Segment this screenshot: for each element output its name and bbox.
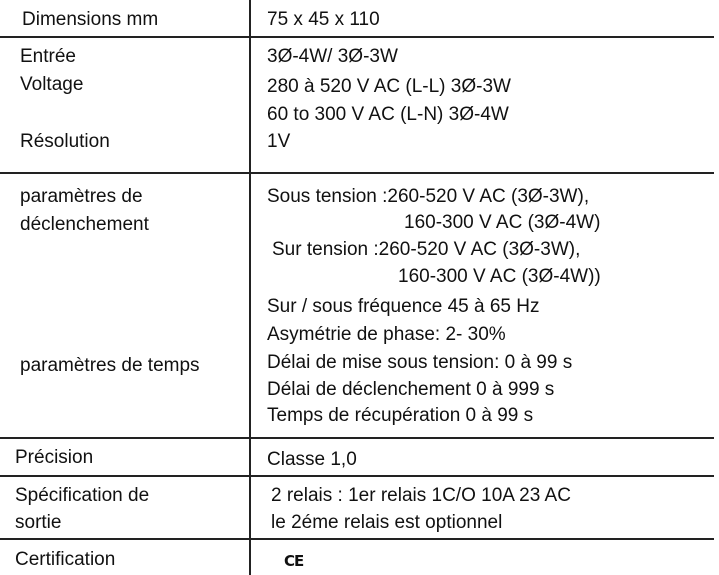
frequency-value: Sur / sous fréquence 45 à 65 Hz: [267, 296, 540, 317]
overvoltage-value: Sur tension :260-520 V AC (3Ø-3W),: [272, 239, 581, 260]
relay-value: 2 relais : 1er relais 1C/O 10A 23 AC: [271, 485, 571, 506]
voltage-ln-value: 60 to 300 V AC (L-N) 3Ø-4W: [267, 104, 509, 125]
dimensions-label: Dimensions mm: [22, 9, 159, 30]
ce-mark-icon: CE: [284, 552, 304, 570]
dimensions-value: 75 x 45 x 110: [267, 9, 380, 30]
row-divider: [0, 172, 714, 174]
undervoltage-value-4w: 160-300 V AC (3Ø-4W): [404, 212, 601, 233]
relay-option-value: le 2éme relais est optionnel: [271, 512, 503, 533]
resolution-value: 1V: [267, 131, 291, 152]
voltage-ll-value: 280 à 520 V AC (L-L) 3Ø-3W: [267, 76, 511, 97]
output-spec-label-2: sortie: [15, 512, 62, 533]
time-params-label: paramètres de temps: [20, 355, 200, 376]
output-spec-label-1: Spécification de: [15, 485, 150, 506]
column-divider: [249, 0, 251, 575]
certification-label: Certification: [15, 549, 116, 570]
input-phase-value: 3Ø-4W/ 3Ø-3W: [267, 46, 398, 67]
trip-params-label-1: paramètres de: [20, 186, 143, 207]
trip-params-label-2: déclenchement: [20, 214, 149, 235]
overvoltage-value-4w: 160-300 V AC (3Ø-4W)): [398, 266, 601, 287]
trip-delay-value: Délai de déclenchement 0 à 999 s: [267, 379, 555, 400]
row-divider: [0, 475, 714, 477]
row-divider: [0, 538, 714, 540]
phase-asymmetry-value: Asymétrie de phase: 2- 30%: [267, 324, 506, 345]
power-on-delay-value: Délai de mise sous tension: 0 à 99 s: [267, 352, 573, 373]
row-divider: [0, 36, 714, 38]
undervoltage-value: Sous tension :260-520 V AC (3Ø-3W),: [267, 186, 590, 207]
precision-value: Classe 1,0: [267, 449, 357, 470]
input-label: Entrée: [20, 46, 76, 67]
precision-label: Précision: [15, 447, 94, 468]
resolution-label: Résolution: [20, 131, 110, 152]
row-divider: [0, 437, 714, 439]
voltage-label: Voltage: [20, 74, 84, 95]
recovery-time-value: Temps de récupération 0 à 99 s: [267, 405, 534, 426]
